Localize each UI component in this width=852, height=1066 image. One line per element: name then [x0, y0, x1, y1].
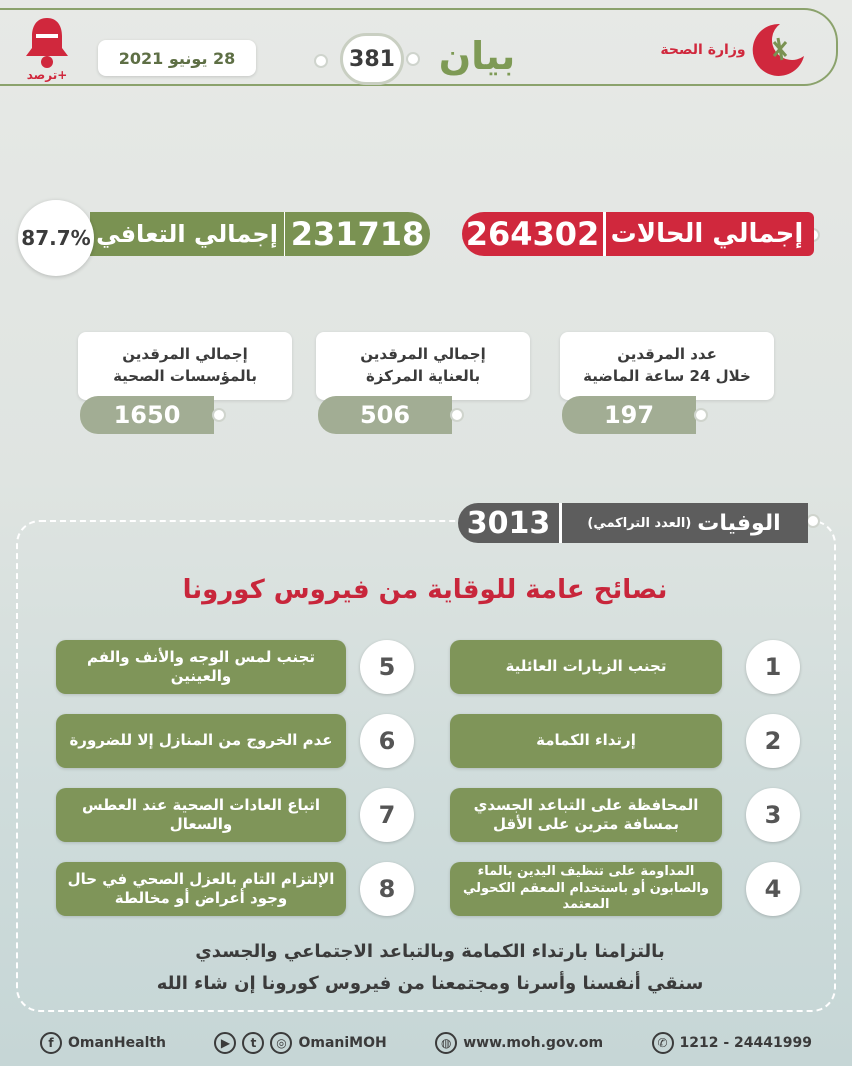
tip-7: اتباع العادات الصحية عند العطس والسعال — [56, 788, 346, 842]
tip-5: تجنب لمس الوجه والأنف والفم والعينين — [56, 640, 346, 694]
hospital-label-line1: إجمالي المرقدين — [122, 345, 248, 364]
hospital-label-line2: بالمؤسسات الصحية — [113, 367, 257, 385]
youtube-icon: ▶ — [214, 1032, 236, 1054]
hospital-label-line1: إجمالي المرقدين — [360, 345, 486, 364]
hospital-box-total — [78, 332, 292, 400]
app-logo-text: ترصد+ — [26, 68, 68, 82]
connector-dot — [806, 514, 820, 528]
closing-line1: بالتزامنا بارتداء الكمامة وبالتباعد الاجتماعي والجسدي — [195, 941, 665, 962]
advice-title: نصائح عامة للوقاية من فيروس كورونا — [182, 575, 668, 605]
tip-number-8: 8 — [360, 862, 414, 916]
globe-icon: ◍ — [435, 1032, 457, 1054]
deaths-value: 3013 — [458, 503, 562, 543]
tip-8: الإلتزام التام بالعزل الصحي في حال وجود أعراض أو مخالطة — [56, 862, 346, 916]
ministry-logo-text: وزارة الصحة — [660, 42, 746, 58]
statement-title: بيان — [438, 34, 516, 78]
tip-number-1: 1 — [746, 640, 800, 694]
footer-social[interactable] — [214, 1032, 386, 1054]
tip-3: المحافظة على التباعد الجسدي بمسافة مترين على الأقل — [450, 788, 722, 842]
footer — [0, 1020, 852, 1066]
date-label: 28 يونيو 2021 — [98, 40, 256, 76]
deaths-label — [560, 503, 808, 543]
footer-phone[interactable] — [652, 1032, 812, 1054]
facebook-icon: f — [40, 1032, 62, 1054]
tip-number-7: 7 — [360, 788, 414, 842]
total-recovered-label: إجمالي التعافي — [90, 212, 284, 256]
website-url: www.moh.gov.om — [463, 1035, 604, 1051]
social-handle: OmaniMOH — [298, 1035, 387, 1051]
deaths-label-text: الوفيات — [697, 510, 781, 536]
statement-number: 381 — [340, 33, 404, 85]
hospital-box-24h — [560, 332, 774, 400]
tip-6: عدم الخروج من المنازل إلا للضرورة — [56, 714, 346, 768]
phone-icon: ✆ — [652, 1032, 674, 1054]
tip-number-6: 6 — [360, 714, 414, 768]
facebook-handle: OmanHealth — [68, 1035, 167, 1051]
total-recovered-value: 231718 — [282, 212, 430, 256]
tip-number-5: 5 — [360, 640, 414, 694]
hospital-value-total: 1650 — [80, 396, 214, 434]
hospital-label-line1: عدد المرقدين — [617, 345, 717, 364]
instagram-icon: ◎ — [270, 1032, 292, 1054]
connector-dot — [314, 54, 328, 68]
tip-2: إرتداء الكمامة — [450, 714, 722, 768]
closing-line2: سنقي أنفسنا وأسرنا ومجتمعنا من فيروس كورونا إن شاء الله — [156, 972, 704, 994]
hospital-value-24h: 197 — [562, 396, 696, 434]
deaths-note: (العدد التراكمي) — [587, 515, 692, 531]
tip-4: المداومة على تنظيف اليدين بالماء والصابون أو باستخدام المعقم الكحولي المعتمد — [450, 862, 722, 916]
ministry-logo — [658, 20, 808, 80]
tip-number-3: 3 — [746, 788, 800, 842]
closing-message — [120, 936, 740, 999]
connector-dot — [212, 408, 226, 422]
footer-facebook[interactable] — [40, 1032, 166, 1054]
footer-website[interactable] — [435, 1032, 603, 1054]
connector-dot — [450, 408, 464, 422]
total-cases-value: 264302 — [462, 212, 606, 256]
total-cases-label: إجمالي الحالات — [600, 212, 814, 256]
hospital-label-line2: بالعناية المركزة — [365, 367, 481, 385]
hospital-value-icu: 506 — [318, 396, 452, 434]
hospital-box-icu — [316, 332, 530, 400]
tarassud-app-logo — [18, 12, 76, 84]
tip-number-2: 2 — [746, 714, 800, 768]
tip-1: تجنب الزيارات العائلية — [450, 640, 722, 694]
recovery-rate-badge: 87.7% — [18, 200, 94, 276]
phone-number: 1212 - 24441999 — [679, 1035, 812, 1051]
tip-number-4: 4 — [746, 862, 800, 916]
hospital-label-line2: خلال 24 ساعة الماضية — [583, 367, 751, 385]
twitter-icon: t — [242, 1032, 264, 1054]
connector-dot — [694, 408, 708, 422]
